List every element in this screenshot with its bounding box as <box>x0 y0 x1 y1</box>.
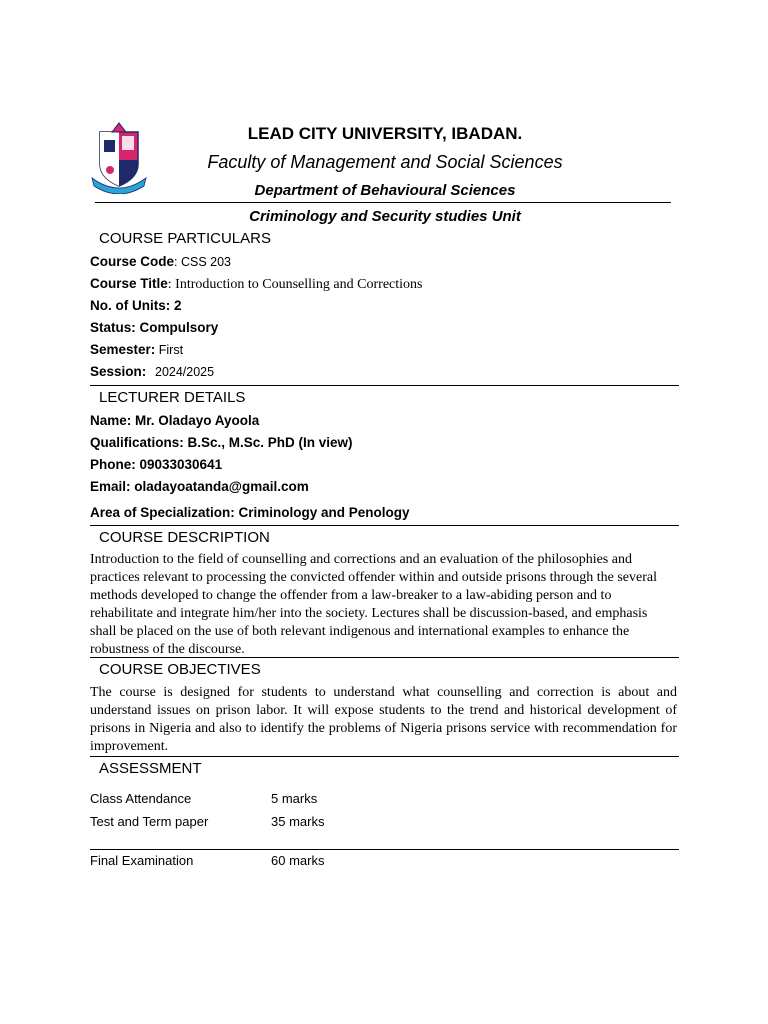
course-code-value: : CSS 203 <box>174 255 231 269</box>
course-code-row <box>90 254 231 269</box>
course-title-row <box>90 276 422 293</box>
units-text: No. of Units: 2 <box>90 298 182 313</box>
assessment-value: 35 marks <box>271 814 325 829</box>
lecturer-email-row <box>90 479 309 494</box>
description-divider <box>90 657 679 658</box>
course-description-heading: COURSE DESCRIPTION <box>99 529 270 546</box>
course-title-label: Course Title <box>90 276 168 291</box>
course-code-label: Course Code <box>90 254 175 269</box>
assessment-heading: ASSESSMENT <box>99 760 202 777</box>
course-title-value: : Introduction to Counselling and Corrections <box>167 277 423 292</box>
course-particulars-heading: COURSE PARTICULARS <box>99 230 271 247</box>
lecturer-email: Email: oladayoatanda@gmail.com <box>90 479 309 494</box>
semester-row <box>90 342 183 357</box>
university-name: LEAD CITY UNIVERSITY, IBADAN. <box>247 124 523 143</box>
lecturer-phone: Phone: 09033030641 <box>90 457 223 472</box>
unit-name: Criminology and Security studies Unit <box>249 208 521 225</box>
course-objectives-text: The course is designed for students to understand what counselling and correction is about and understand issues on prison labor. It will expose students to the trend and historical development of prisons in Nigeria and also to identify the problems of Nigeria prisons service with recommendation for improvement. <box>90 685 677 754</box>
lecturer-name: Name: Mr. Oladayo Ayoola <box>90 413 260 428</box>
objectives-divider <box>90 756 679 757</box>
assessment-value: 5 marks <box>271 791 318 806</box>
university-crest-icon <box>90 120 148 194</box>
status-row <box>90 320 218 335</box>
lecturer-qualifications-row <box>90 435 353 450</box>
session-row <box>90 364 215 379</box>
department-name: Department of Behavioural Sciences <box>254 182 516 199</box>
assessment-value: 60 marks <box>271 853 325 868</box>
lecturer-specialization: Area of Specialization: Criminology and Penology <box>90 505 410 520</box>
assessment-label: Test and Term paper <box>90 814 209 829</box>
session-value: 2024/2025 <box>155 365 215 379</box>
semester-label: Semester: <box>90 342 156 357</box>
course-objectives-heading: COURSE OBJECTIVES <box>99 661 261 678</box>
assessment-label: Final Examination <box>90 853 194 868</box>
course-description-text: Introduction to the field of counselling and corrections and an evaluation of the philosophies and practices relevant to processing the convicted offender within and outside prisons through the several methods developed to change the offender from a law-breaker to a law-abiding person and to rehabilitate and integrate him/her into the society. Lectures shall be discussion-based, and emphasis shall be placed on the use of both relevant indigenous and international examples to enhance the robustness of the discourse. <box>90 552 657 657</box>
session-label: Session: <box>90 364 147 379</box>
lecturer-divider <box>90 525 679 526</box>
assessment-divider <box>90 849 679 850</box>
lecturer-specialization-row <box>90 505 410 520</box>
assessment-label: Class Attendance <box>90 791 192 806</box>
status-text: Status: Compulsory <box>90 320 219 335</box>
lecturer-phone-row <box>90 457 222 472</box>
semester-value: First <box>155 343 184 357</box>
lecturer-name-row <box>90 413 259 428</box>
particulars-divider <box>90 385 679 386</box>
lecturer-details-heading: LECTURER DETAILS <box>99 389 246 406</box>
header-divider <box>95 202 671 203</box>
lecturer-qualifications: Qualifications: B.Sc., M.Sc. PhD (In view) <box>90 435 353 450</box>
faculty-name: Faculty of Management and Social Sciences <box>207 152 563 172</box>
units-row <box>90 298 182 313</box>
